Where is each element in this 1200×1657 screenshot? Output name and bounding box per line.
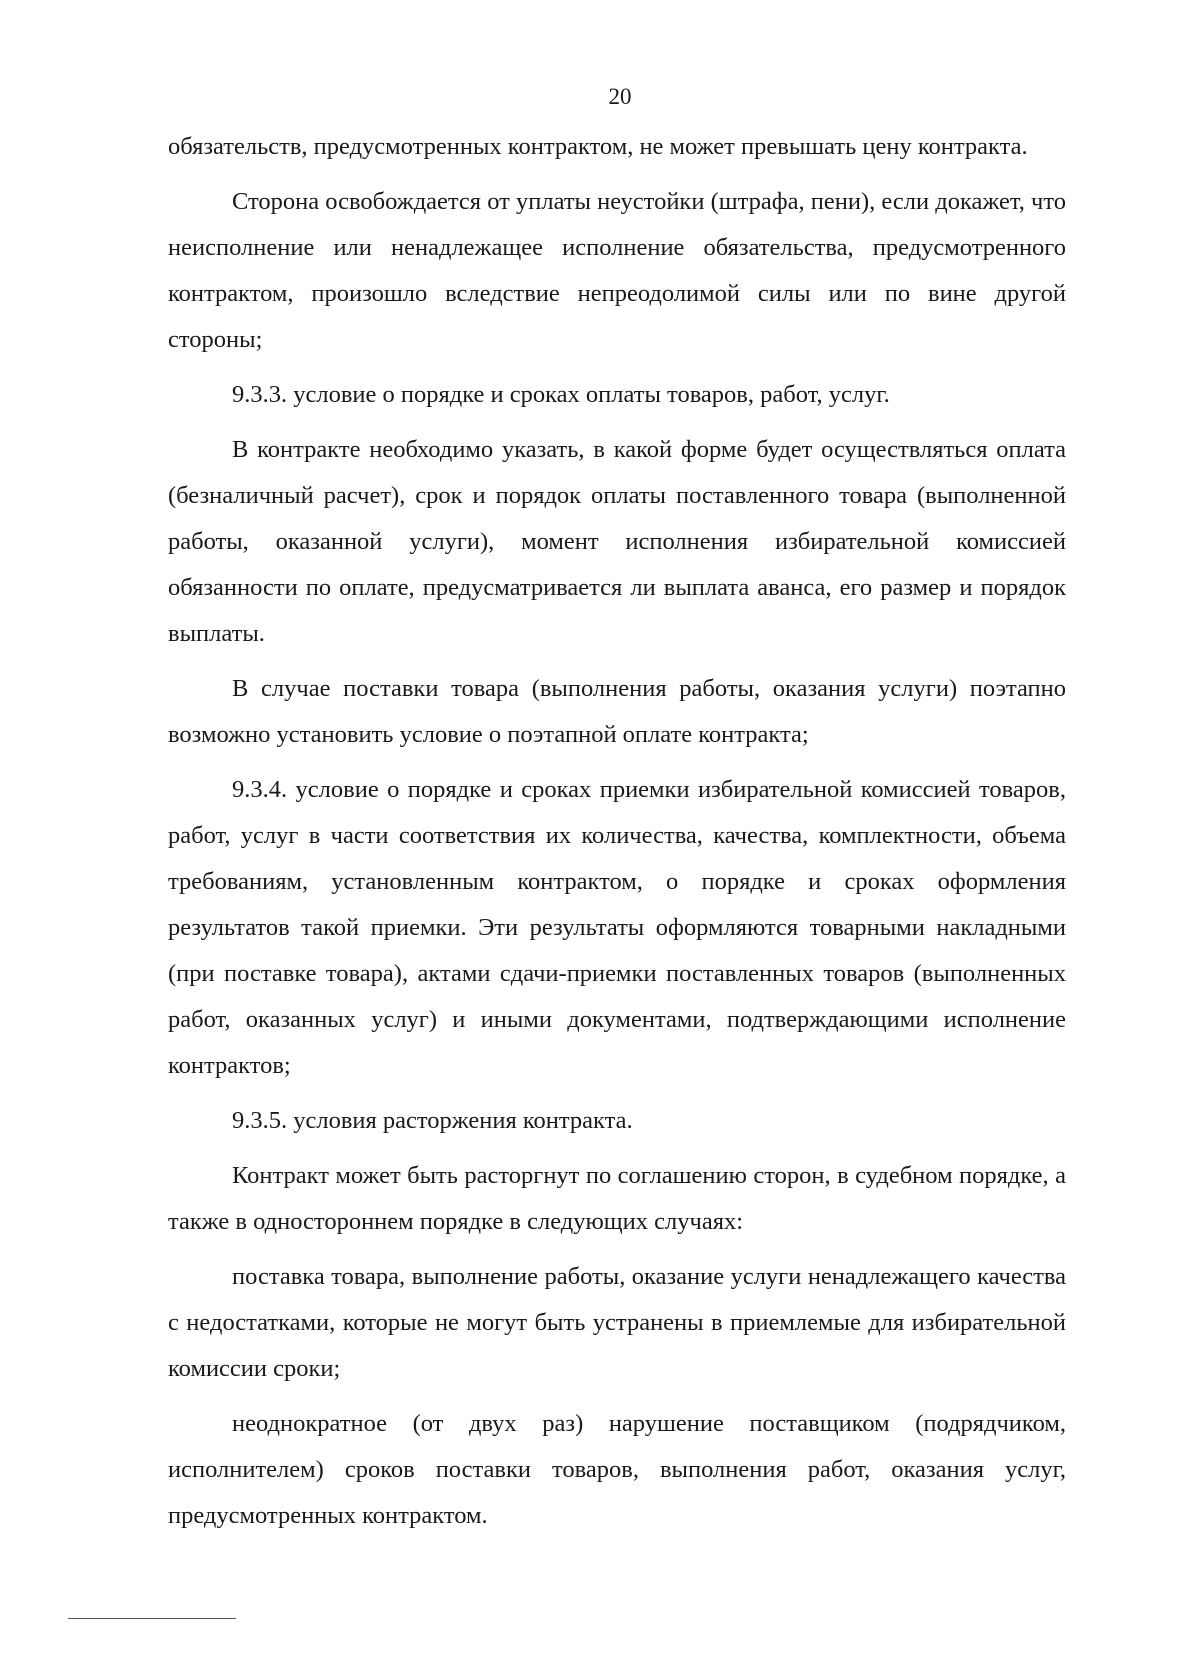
list-item: неоднократное (от двух раз) нарушение поставщиком (подрядчиком, исполнителем) сроков поставки товаров, выполнения работ, оказания услуг, предусмотренных контрактом. [168, 1410, 1066, 1529]
paragraph: В случае поставки товара (выполнения работы, оказания услуги) поэтапно возможно установить условие о поэтапной оплате контракта; [168, 675, 1066, 748]
paragraph: Сторона освобождается от уплаты неустойки (штрафа, пени), если докажет, что неисполнение или ненадлежащее исполнение обязательства, предусмотренного контрактом, произошло вследствие непреодолимой силы или по вине другой стороны; [168, 188, 1066, 353]
clause-heading: 9.3.5. условия расторжения контракта. [232, 1107, 633, 1134]
paragraph: В контракте необходимо указать, в какой форме будет осуществляться оплата (безналичный расчет), срок и порядок оплаты поставленного товара (выполненной работы, оказанной услуги), момент исполнения избирательной комиссией обязанности по оплате, предусматривается ли выплата аванса, его размер и порядок выплаты. [168, 436, 1066, 647]
list-item: поставка товара, выполнение работы, оказание услуги ненадлежащего качества с недостатками, которые не могут быть устранены в приемлемые для избирательной комиссии сроки; [168, 1263, 1066, 1382]
document-body [168, 124, 1066, 1548]
footnote-divider [68, 1618, 236, 1619]
clause-heading: 9.3.4. условие о порядке и сроках приемки избирательной комиссией товаров, работ, услуг в части соответствия их количества, качества, комплектности, объема требованиям, установленным контрактом, о порядке и сроках оформления результатов такой приемки. Эти результаты оформляются товарными накладными (при поставке товара), актами сдачи-приемки поставленных товаров (выполненных работ, оказанных услуг) и иными документами, подтверждающими исполнение контрактов; [168, 776, 1066, 1079]
paragraph: обязательств, предусмотренных контрактом, не может превышать цену контракта. [168, 133, 1028, 160]
clause-heading: 9.3.3. условие о порядке и сроках оплаты товаров, работ, услуг. [232, 381, 890, 408]
page-number: 20 [608, 84, 632, 109]
paragraph: Контракт может быть расторгнут по соглашению сторон, в судебном порядке, а также в одностороннем порядке в следующих случаях: [168, 1162, 1066, 1235]
